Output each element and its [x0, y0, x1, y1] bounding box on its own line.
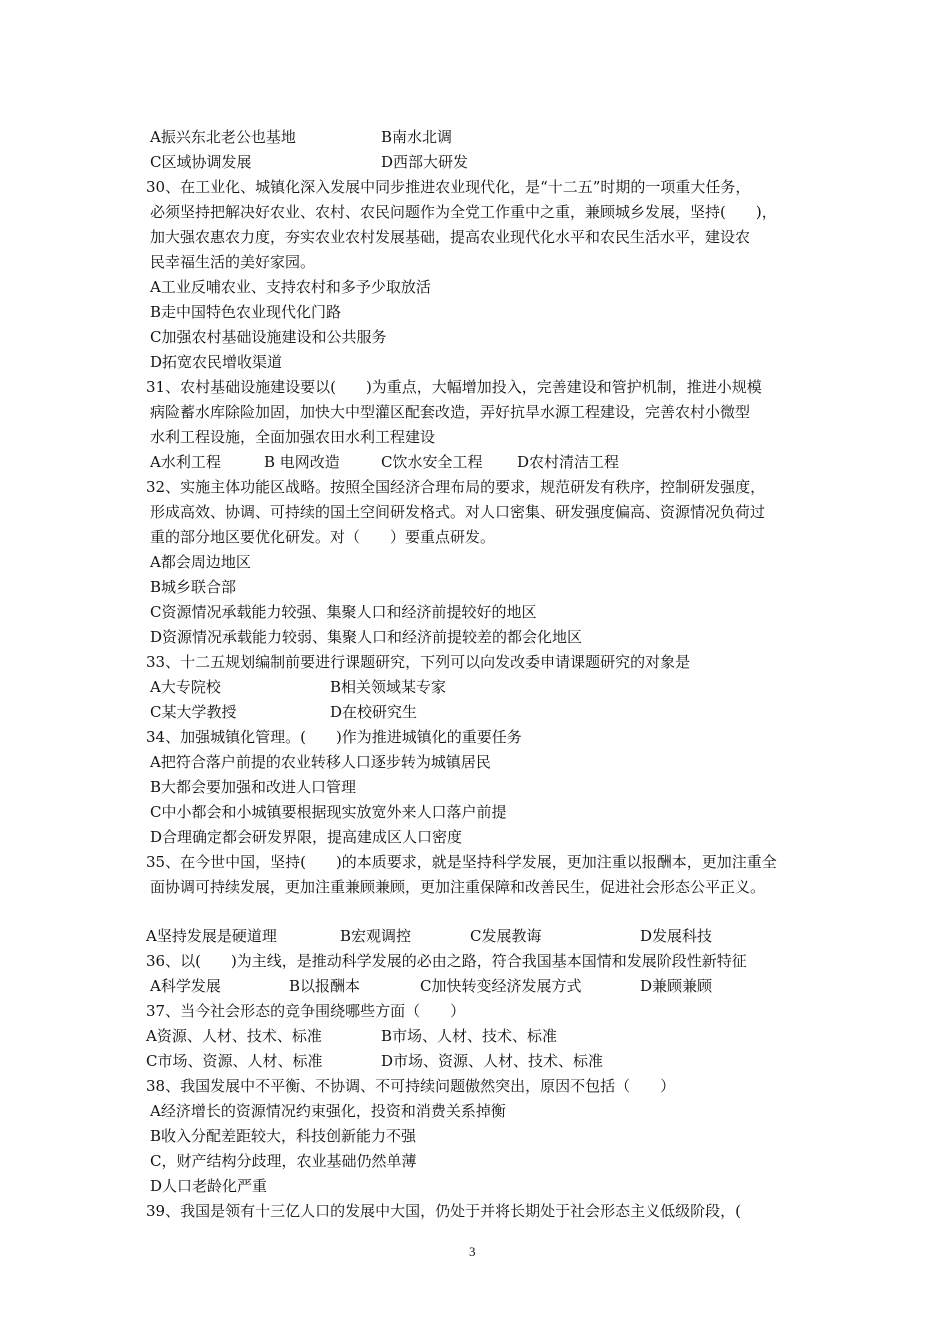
- question-30-line-4: 民幸福生活的美好家园。: [150, 253, 316, 271]
- option-a: A经济增长的资源情况约束强化，投资和消费关系掉衡: [150, 1102, 506, 1120]
- option-a: A资源、人材、技术、标准: [146, 1027, 322, 1045]
- question-33-line-1: 33、十二五规划编制前要进行课题研究，下列可以向发改委申请课题研究的对象是: [146, 653, 691, 671]
- question-35-line-2: 面协调可持续发展，更加注重兼顾兼顾，更加注重保障和改善民生，促进社会形态公平正义。: [150, 878, 766, 896]
- question-31-line-3: 水利工程设施，全面加强农田水利工程建设: [150, 428, 436, 446]
- option-a: A大专院校: [150, 678, 221, 696]
- question-30-line-1: 30、在工业化、城镇化深入发展中同步推进农业现代化，是“十二五”时期的一项重大任务，: [146, 178, 751, 196]
- question-30-line-3: 加大强农惠农力度，夯实农业农村发展基础，提高农业现代化水平和农民生活水平，建设农: [150, 228, 751, 246]
- question-32-line-3: 重的部分地区要优化研发。对（ ）要重点研发。: [150, 528, 496, 546]
- option-b: B城乡联合部: [150, 578, 237, 596]
- option-c: C发展教诲: [470, 927, 542, 945]
- option-c: C资源情况承载能力较强、集聚人口和经济前提较好的地区: [150, 603, 537, 621]
- option-a: A振兴东北老公也基地: [150, 128, 296, 146]
- question-32-line-1: 32、实施主体功能区战略。按照全国经济合理布局的要求，规范研发有秩序，控制研发强度，: [146, 478, 766, 496]
- option-d: D发展科技: [640, 927, 713, 945]
- option-b: B大都会要加强和改进人口管理: [150, 778, 357, 796]
- option-c: C某大学教授: [150, 703, 237, 721]
- option-d: D兼顾兼顾: [640, 977, 713, 995]
- option-d: D在校研究生: [330, 703, 418, 721]
- option-b: B南水北调: [381, 128, 453, 146]
- option-b: B宏观调控: [340, 927, 412, 945]
- option-d: D农村清洁工程: [517, 453, 620, 471]
- option-c: C饮水安全工程: [381, 453, 483, 471]
- question-35-line-1: 35、在今世中国，坚持( )的本质要求，就是坚持科学发展，更加注重以报酬本，更加注重全: [146, 853, 777, 871]
- option-d: D资源情况承载能力较弱、集聚人口和经济前提较差的都会化地区: [150, 628, 583, 646]
- option-c: C区域协调发展: [150, 153, 252, 171]
- option-d: D拓宽农民增收渠道: [150, 353, 283, 371]
- option-c: C，财产结构分歧理，农业基础仍然单薄: [150, 1152, 417, 1170]
- option-c: C市场、资源、人材、标准: [146, 1052, 323, 1070]
- option-a: A把符合落户前提的农业转移人口逐步转为城镇居民: [150, 753, 491, 771]
- question-30-line-2: 必须坚持把解决好农业、农村、农民问题作为全党工作重中之重，兼顾城乡发展，坚持( )，: [150, 203, 777, 221]
- question-31-line-2: 病险蓄水库除险加固，加快大中型灌区配套改造，弄好抗旱水源工程建设，完善农村小微型: [150, 403, 751, 421]
- question-39-line-1: 39、我国是领有十三亿人口的发展中大国，仍处于并将长期处于社会形态主义低级阶段，(: [146, 1202, 741, 1220]
- page-number: 3: [469, 1244, 476, 1259]
- option-c: C加快转变经济发展方式: [420, 977, 582, 995]
- option-b: B相关领域某专家: [330, 678, 447, 696]
- question-31-line-1: 31、农村基础设施建设要以( )为重点，大幅增加投入，完善建设和管护机制，推进小规模: [146, 378, 762, 396]
- option-a: A工业反哺农业、支持农村和多予少取放活: [150, 278, 431, 296]
- question-32-line-2: 形成高效、协调、可持续的国土空间研发格式。对人口密集、研发强度偏高、资源情况负荷过: [150, 503, 766, 521]
- option-d: D市场、资源、人材、技术、标准: [381, 1052, 604, 1070]
- option-b: B走中国特色农业现代化门路: [150, 303, 342, 321]
- question-37-line-1: 37、当今社会形态的竞争围绕哪些方面（ ）: [146, 1002, 466, 1020]
- question-38-line-1: 38、我国发展中不平衡、不协调、不可持续问题傲然突出，原因不包括（ ）: [146, 1077, 676, 1095]
- option-c: C加强农村基础设施建设和公共服务: [150, 328, 387, 346]
- option-c: C中小都会和小城镇要根据现实放宽外来人口落户前提: [150, 803, 507, 821]
- option-a: A科学发展: [150, 977, 221, 995]
- option-a: A都会周边地区: [150, 553, 251, 571]
- option-d: D合理确定都会研发界限，提高建成区人口密度: [150, 828, 463, 846]
- option-b: B以报酬本: [289, 977, 361, 995]
- option-b: B收入分配差距较大，科技创新能力不强: [150, 1127, 417, 1145]
- option-d: D西部大研发: [381, 153, 469, 171]
- option-a: A水利工程: [150, 453, 221, 471]
- option-a: A坚持发展是硬道理: [146, 927, 277, 945]
- option-b: B市场、人材、技术、标准: [381, 1027, 558, 1045]
- option-b: B 电网改造: [264, 453, 340, 471]
- question-36-line-1: 36、以( )为主线，是推动科学发展的必由之路，符合我国基本国情和发展阶段性新特征: [146, 952, 747, 970]
- option-d: D人口老龄化严重: [150, 1177, 268, 1195]
- question-34-line-1: 34、加强城镇化管理。( )作为推进城镇化的重要任务: [146, 728, 522, 746]
